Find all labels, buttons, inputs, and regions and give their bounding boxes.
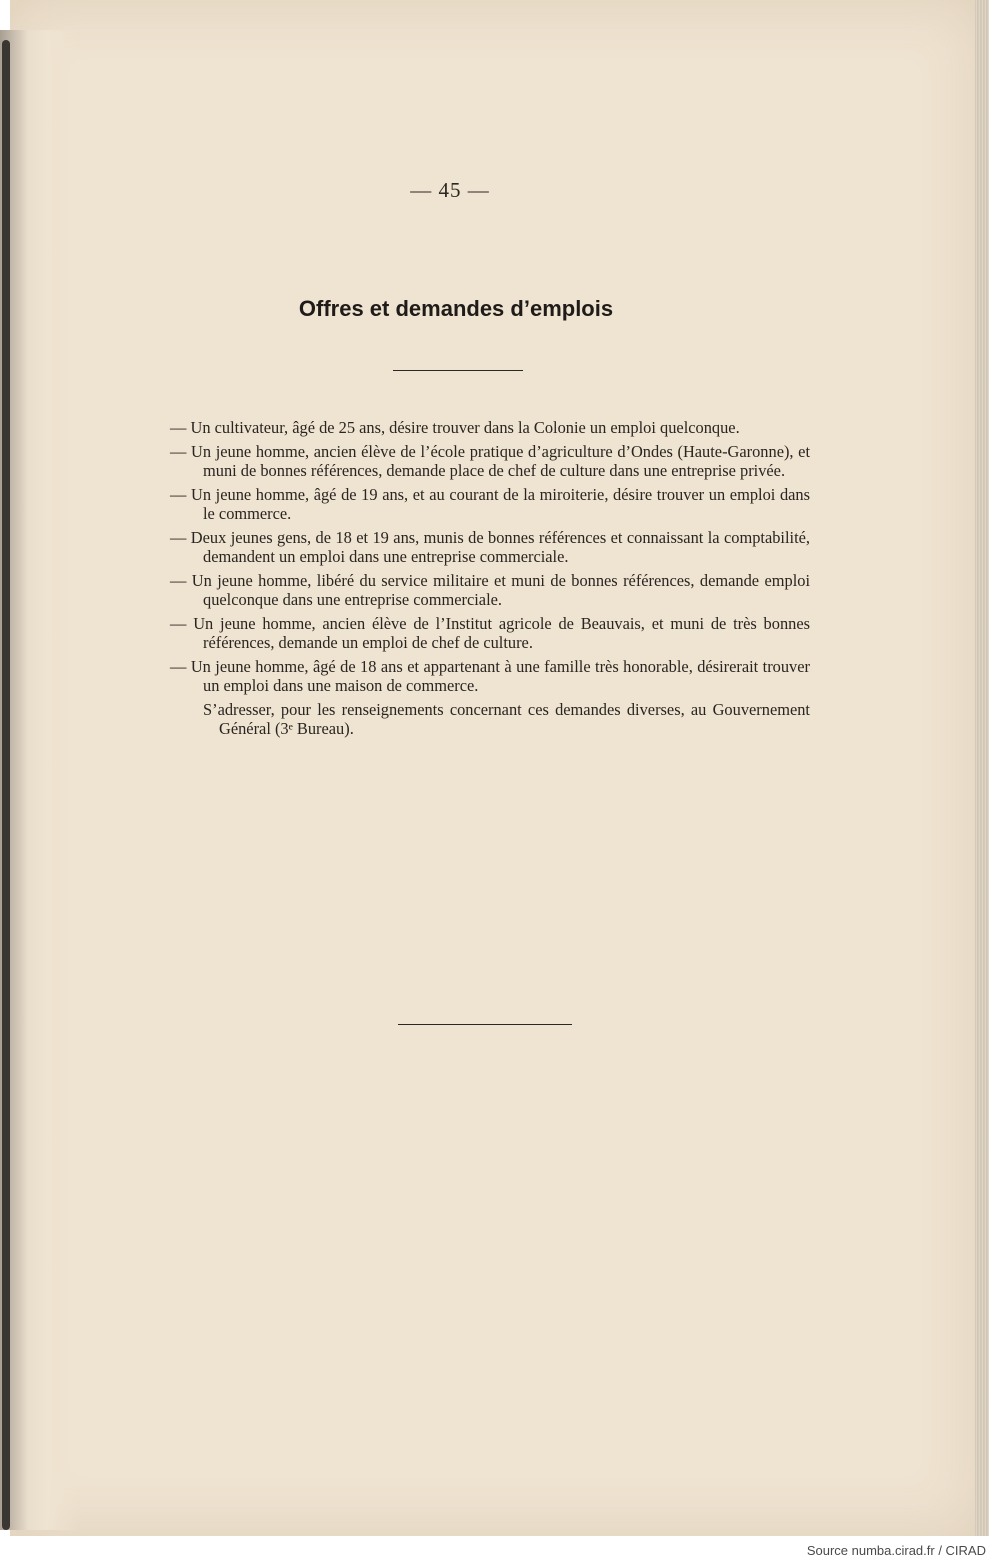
listing-entry: — Un jeune homme, libéré du service militaire et muni de bonnes références, demande emploi quelconque dans une entreprise commerciale. <box>170 570 810 609</box>
job-listings <box>170 418 810 743</box>
page-edge-stack <box>975 0 989 1536</box>
listing-entry: — Un jeune homme, ancien élève de l’Institut agricole de Beauvais, et muni de très bonnes références, demande un emploi de chef de culture. <box>170 613 810 652</box>
listing-entry: — Un jeune homme, âgé de 19 ans, et au courant de la miroiterie, désire trouver un emploi dans le commerce. <box>170 484 810 523</box>
contact-note: S’adresser, pour les renseignements concernant ces demandes diverses, au Gouvernement Général (3ᵉ Bureau). <box>203 699 810 738</box>
document-page <box>10 0 980 1536</box>
page-number: — 45 — <box>410 178 490 202</box>
source-credit: Source numba.cirad.fr / CIRAD <box>806 1543 986 1558</box>
page-title: Offres et demandes d’emplois <box>298 296 614 321</box>
listing-entry: — Deux jeunes gens, de 18 et 19 ans, munis de bonnes références et connaissant la comptabilité, demandent un emploi dans une entreprise commerciale. <box>170 527 810 566</box>
listing-entry: — Un cultivateur, âgé de 25 ans, désire trouver dans la Colonie un emploi quelconque. <box>170 418 740 437</box>
book-spine-edge <box>2 40 10 1530</box>
book-spine-shadow <box>0 30 80 1530</box>
title-divider <box>393 370 523 371</box>
listing-entry: — Un jeune homme, ancien élève de l’école pratique d’agriculture d’Ondes (Haute-Garonne), et muni de bonnes références, demande place de chef de culture dans une entreprise privée. <box>170 441 810 480</box>
end-divider <box>398 1024 572 1025</box>
listing-entry: — Un jeune homme, âgé de 18 ans et appartenant à une famille très honorable, désirerait trouver un emploi dans une maison de commerce. <box>170 656 810 695</box>
